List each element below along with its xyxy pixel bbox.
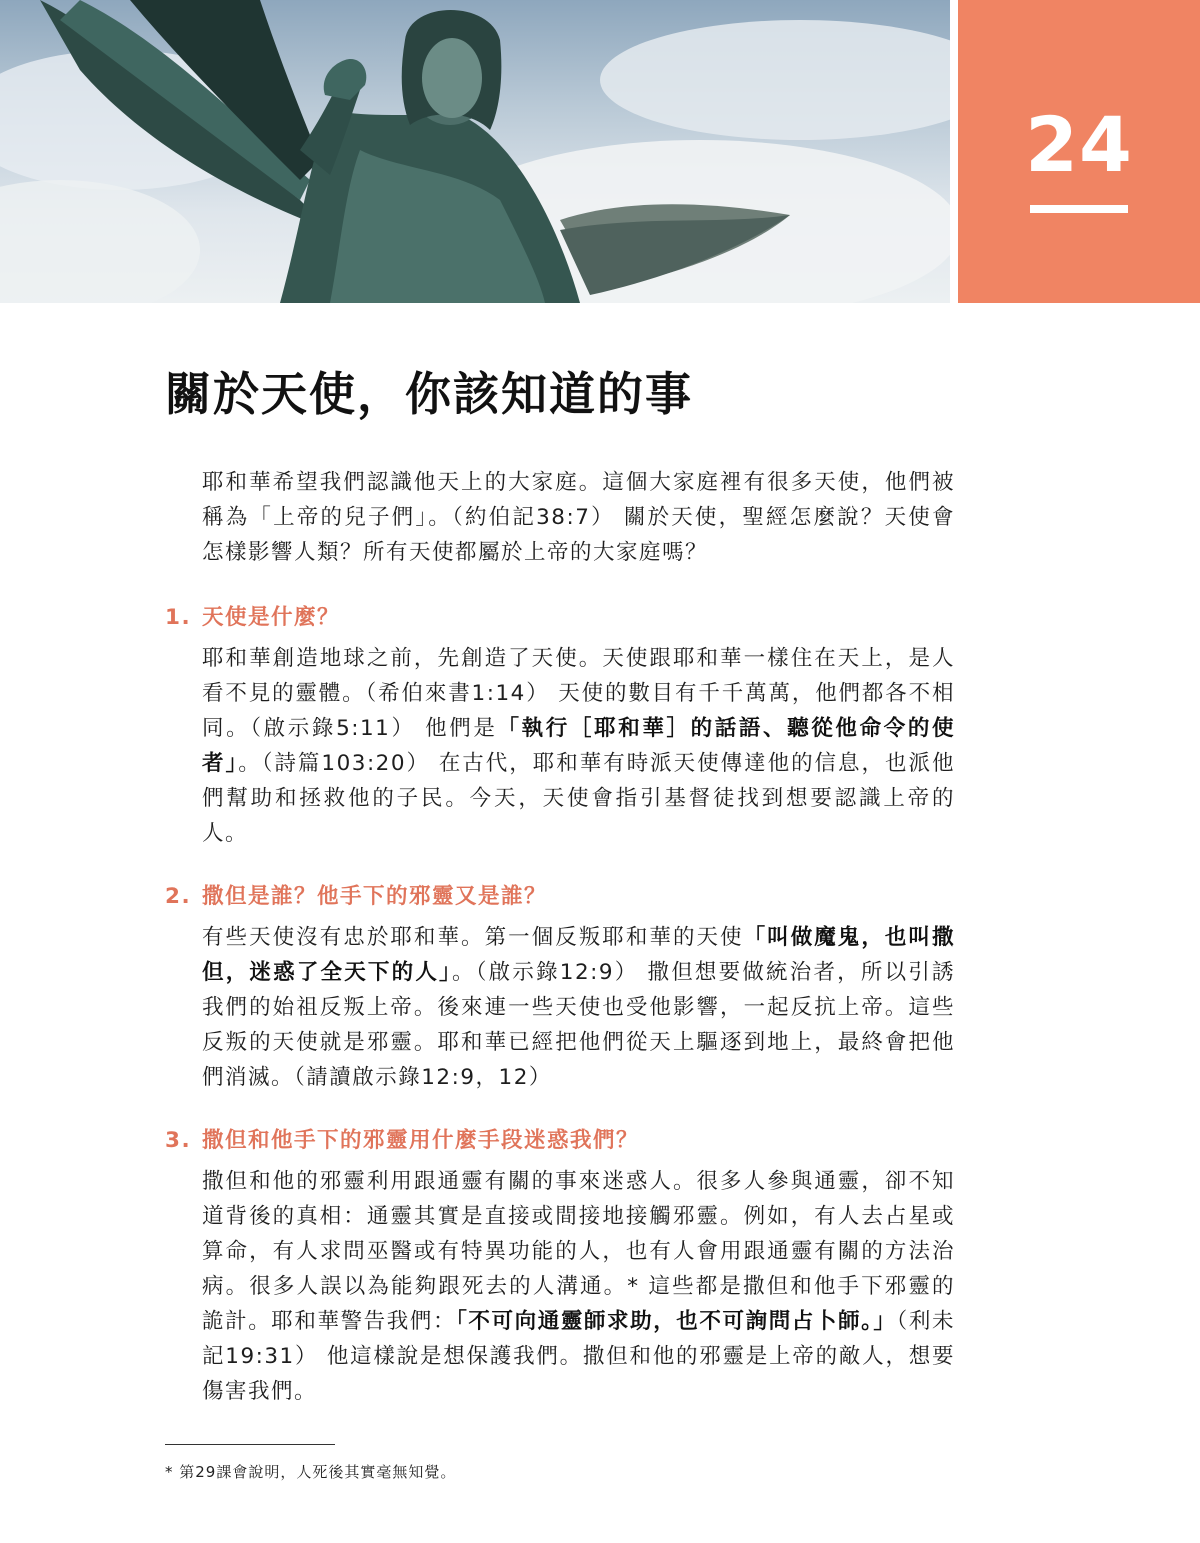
chapter-number: 24 — [1025, 100, 1133, 189]
section-paragraph-1 — [202, 641, 955, 851]
scripture-quote: 「叫做魔鬼，也叫撒但，迷惑了全天下的人」 — [202, 925, 955, 985]
footnote-divider — [165, 1444, 335, 1445]
body-text: 。（詩篇103:20） 在古代，耶和華有時派天使傳達他的信息，也派他們幫助和拯救他的子民。今天，天使會指引基督徒找到想要認識上帝的人。 — [202, 751, 955, 846]
angel-statue-image — [0, 0, 950, 303]
header-photo — [0, 0, 950, 303]
body-text: 。（啟示錄12:9） 撒但想要做統治者，所以引誘我們的始祖反叛上帝。後來連一些天使也受他影響，一起反抗上帝。這些反叛的天使就是邪靈。耶和華已經把他們從天上驅逐到地上，最終會把他們消滅。（請讀啟示錄12:9，12） — [202, 960, 955, 1090]
section-title: 撒但是誰？他手下的邪靈又是誰？ — [202, 884, 548, 909]
chapter-underline — [1030, 205, 1128, 213]
body-text: （利未記19:31） 他這樣說是想保護我們。撒但和他的邪靈是上帝的敵人，想要傷害我們。 — [202, 1309, 955, 1404]
body-text: 撒但和他的邪靈利用跟通靈有關的事來迷惑人。很多人參與通靈，卻不知道背後的真相：通靈其實是直接或間接地接觸邪靈。例如，有人去占星或算命，有人求問巫醫或有特異功能的人，也有人會用跟通靈有關的方法治病。很多人誤以為能夠跟死去的人溝通。* 這些都是撒但和他手下邪靈的詭計。耶和華警告我們： — [202, 1169, 955, 1334]
page-title: 關於天使，你該知道的事 — [165, 367, 693, 421]
body-text: 耶和華創造地球之前，先創造了天使。天使跟耶和華一樣住在天上，是人看不見的靈體。（希伯來書1:14） 天使的數目有千千萬萬，他們都各不相同。（啟示錄5:11） 他們是 — [202, 646, 955, 741]
section-heading-3 — [165, 1123, 955, 1158]
section-paragraph-2 — [202, 920, 955, 1095]
section-number: 1. — [165, 605, 192, 630]
section-heading-2 — [165, 879, 955, 914]
section-paragraph-3 — [202, 1164, 955, 1409]
footnote: * 第29課會說明，人死後其實毫無知覺。 — [165, 1463, 457, 1481]
scripture-quote: 「不可向通靈師求助，也不可詢問占卜師。」 — [456, 1309, 897, 1334]
body-text: 有些天使沒有忠於耶和華。第一個反叛耶和華的天使 — [202, 925, 744, 950]
scripture-quote: 「執行［耶和華］的話語、聽從他命令的使者」 — [202, 716, 955, 776]
section-heading-1 — [165, 600, 955, 635]
section-number: 2. — [165, 884, 192, 909]
chapter-badge — [958, 0, 1200, 303]
section-title: 天使是什麼？ — [202, 605, 341, 630]
section-title: 撒但和他手下的邪靈用什麼手段迷惑我們？ — [202, 1128, 640, 1153]
section-number: 3. — [165, 1128, 192, 1153]
intro-paragraph: 耶和華希望我們認識他天上的大家庭。這個大家庭裡有很多天使，他們被稱為「上帝的兒子們」。（約伯記38:7） 關於天使，聖經怎麼說？天使會怎樣影響人類？所有天使都屬於上帝的大家庭嗎？ — [202, 470, 955, 565]
article-body — [165, 465, 955, 1409]
